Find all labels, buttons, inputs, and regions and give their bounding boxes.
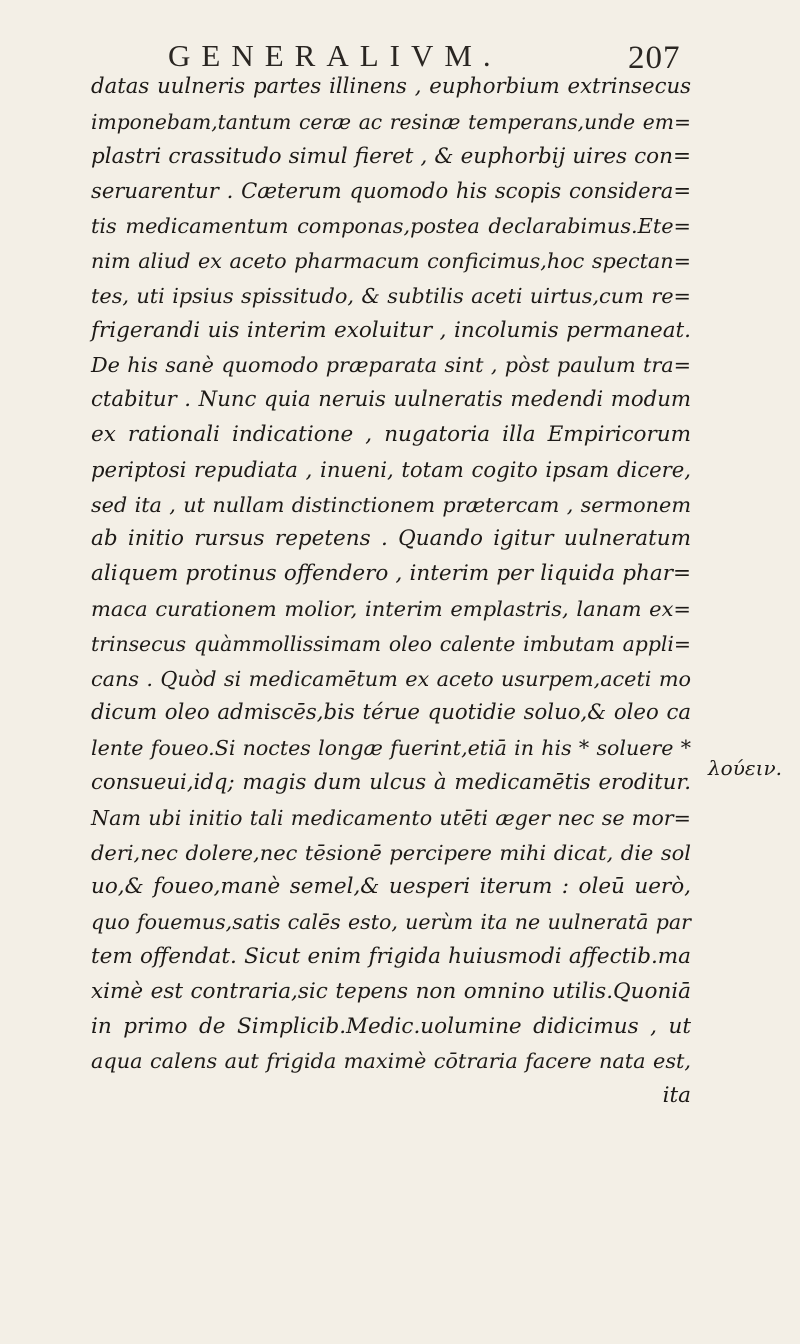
text-line: tes, uti ipsius spissitudo, & subtilis aceti uirtus,cum re= — [91, 283, 691, 308]
text-line: seruarentur . Cæterum quomodo his scopis considera= — [91, 178, 691, 204]
text-line: aliquem protinus offendero , interim per liquida phar= — [91, 561, 691, 587]
text-line: trinsecus quàmmollissimam oleo calente imbutam appli= — [91, 631, 691, 656]
text-line: lente foueo.Si noctes longæ fuerint,etiā in his * soluere * — [91, 736, 691, 761]
text-line: quo fouemus,satis calēs esto, uerùm ita ne uulneratā par — [91, 910, 691, 935]
text-line: ab initio rursus repetens . Quando igitur uulneratum — [91, 526, 691, 552]
text-line: tis medicamentum componas,postea declarabimus.Ete= — [91, 214, 691, 239]
text-line: aqua calens aut frigida maximè cōtraria facere nata est, — [91, 1049, 691, 1074]
margin-note: λούειν. — [708, 756, 782, 780]
text-line: maca curationem molior, interim emplastris, lanam ex= — [91, 596, 691, 621]
text-line: nim aliud ex aceto pharmacum conficimus,hoc spectan= — [91, 248, 691, 273]
text-line: ex rationali indicatione , nugatoria illa Empiricorum — [91, 421, 691, 447]
page-number: 207 — [628, 40, 681, 76]
text-line: in primo de Simplicib.Medic.uolumine didicimus , ut — [91, 1013, 691, 1039]
text-line: plastri crassitudo simul fieret , & euphorbij uires con= — [91, 143, 691, 169]
text-line: cans . Quòd si medicamētum ex aceto usurpem,aceti mo — [91, 666, 691, 691]
text-line: De his sanè quomodo præparata sint , pòst paulum tra= — [91, 353, 691, 378]
text-line: ximè est contraria,sic tepens non omnino utilis.Quoniā — [91, 978, 691, 1004]
text-line: uo,& foueo,manè semel,& uesperi iterum : oleū uerò, — [91, 874, 691, 900]
text-line: consueui,idq; magis dum ulcus à medicamētis eroditur. — [91, 769, 691, 795]
text-line: frigerandi uis interim exoluitur , incolumis permaneat. — [91, 317, 691, 343]
running-title: GENERALIVM. — [168, 38, 502, 73]
text-line: periptosi repudiata , inueni, totam cogito ipsam dicere, — [91, 456, 691, 482]
text-line: datas uulneris partes illinens , euphorbium extrinsecus — [91, 74, 691, 99]
text-line: sed ita , ut nullam distinctionem prætercam , sermonem — [91, 492, 691, 517]
text-line: deri,nec dolere,nec tēsionē percipere mihi dicat, die sol — [91, 840, 691, 865]
body-text — [91, 70, 691, 1114]
text-line: ctabitur . Nunc quia neruis uulneratis medendi modum — [91, 387, 691, 413]
text-line: tem offendat. Sicut enim frigida huiusmodi affectib.ma — [91, 943, 691, 969]
text-line: imponebam,tantum ceræ ac resinæ temperans,unde em= — [91, 109, 691, 134]
text-line: dicum oleo admiscēs,bis térue quotidie soluo,& oleo ca — [91, 700, 691, 726]
text-line: Nam ubi initio tali medicamento utēti æger nec se mor= — [91, 805, 691, 830]
catchword: ita — [662, 1083, 691, 1109]
